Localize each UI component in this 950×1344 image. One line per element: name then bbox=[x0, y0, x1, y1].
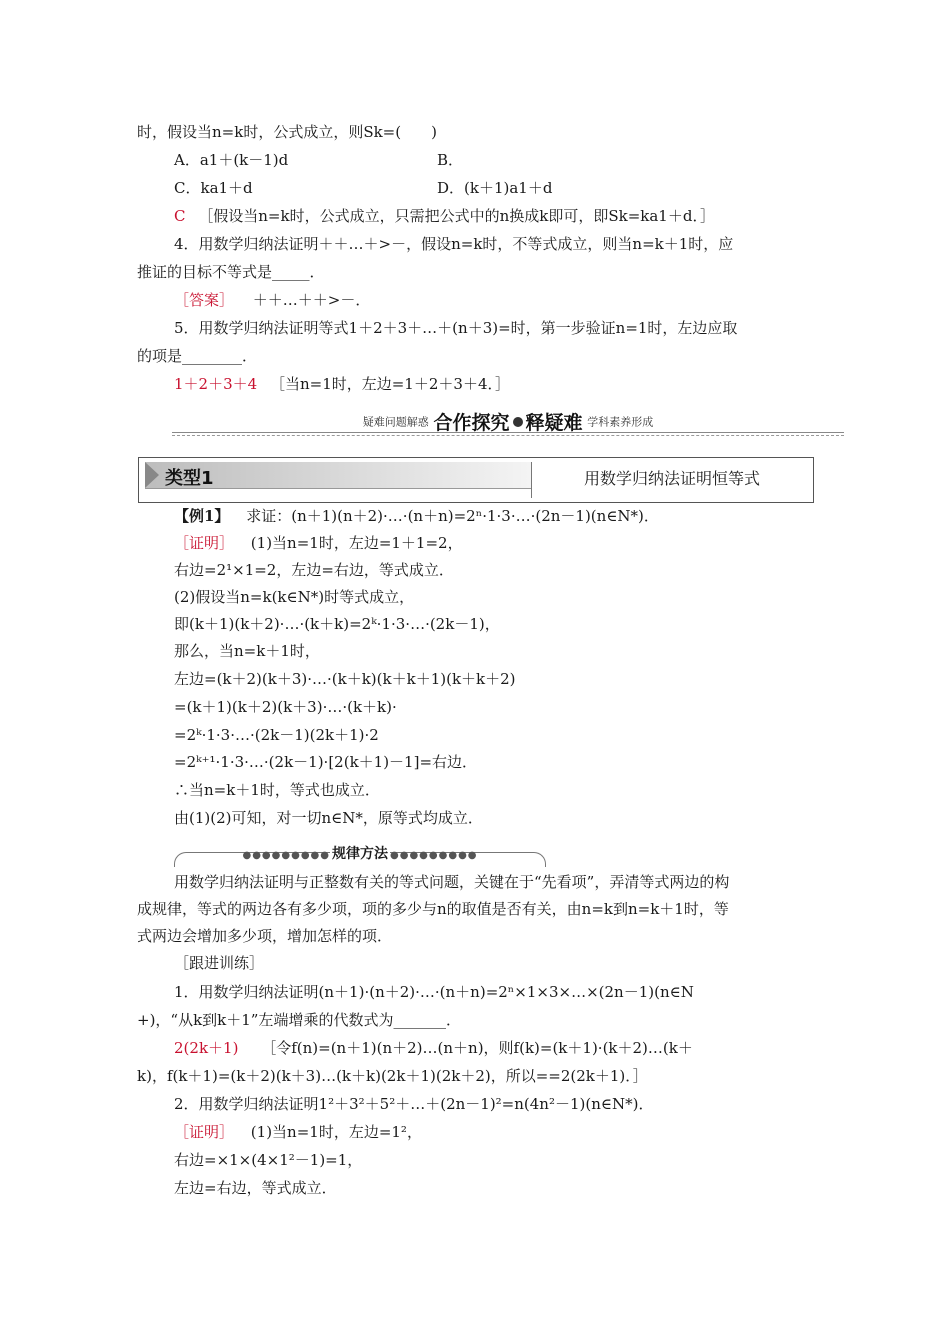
proof-line: (1)当n=1时，左边=1＋1=2， bbox=[250, 534, 463, 552]
answer-3 bbox=[174, 206, 715, 226]
proof-line: =(k＋1)(k＋2)(k＋3)·…·(k＋k)· bbox=[174, 698, 397, 716]
proof-line: 右边=×1×(4×1²－1)=1， bbox=[174, 1151, 363, 1169]
type-label bbox=[145, 462, 531, 489]
practice-heading: ［跟进训练］ bbox=[174, 954, 265, 972]
example-heading: 【例1】 bbox=[174, 507, 230, 525]
proof-line: 左边=(k＋2)(k＋3)·…·(k＋k)(k＋k＋1)(k＋k＋2) bbox=[174, 670, 516, 688]
proof-line: (1)当n=1时，左边=1²， bbox=[250, 1123, 422, 1141]
answer-key: ［答案］ bbox=[174, 291, 235, 309]
type-label-text: 类型1 bbox=[165, 468, 214, 489]
option-d: D．(k＋1)a1＋d bbox=[437, 179, 553, 197]
question-5-line1: 5．用数学归纳法证明等式1＋2＋3＋…＋(n＋3)=时，第一步验证n=1时，左边应取 bbox=[174, 319, 738, 337]
proof-line: ∴当n=k＋1时，等式也成立． bbox=[174, 781, 380, 799]
separator-right-text: 学科素养形成 bbox=[587, 415, 654, 429]
practice-proof-start bbox=[174, 1122, 422, 1142]
type-header-box bbox=[138, 457, 814, 503]
example-statement: 求证：(n＋1)(n＋2)·…·(n＋n)=2ⁿ·1·3·…·(2n－1)(n∈N*)． bbox=[246, 507, 659, 525]
proof-line: 那么，当n=k＋1时， bbox=[174, 642, 320, 660]
rule-label: 规律方法 bbox=[332, 846, 388, 862]
rule-text-line: 成规律，等式的两边各有多少项，项的多少与n的取值是否有关，由n=k到n=k＋1时，等 bbox=[137, 900, 729, 918]
separator-title-1: 合作探究 bbox=[433, 412, 510, 434]
rule-text-line: 用数学归纳法证明与正整数有关的等式问题，关键在于“先看项”，弄清等式两边的构 bbox=[174, 873, 730, 891]
rule-text-line: 式两边会增加多少项，增加怎样的项． bbox=[137, 927, 393, 945]
practice-q1-line1: 1．用数学归纳法证明(n＋1)·(n＋2)·…·(n＋n)=2ⁿ×1×3×…×(2n－1)(n∈N bbox=[174, 983, 694, 1001]
separator-left-text: 疑难问题解惑 bbox=[362, 415, 429, 429]
proof-key: ［证明］ bbox=[174, 1123, 235, 1141]
proof-line: 左边=右边，等式成立． bbox=[174, 1179, 337, 1197]
proof-line: 右边=2¹×1=2，左边=右边，等式成立． bbox=[174, 561, 454, 579]
answer-5 bbox=[174, 374, 510, 394]
proof-key: ［证明］ bbox=[174, 534, 235, 552]
practice-a1-line1 bbox=[174, 1038, 693, 1058]
answer-explanation: ［假设当n=k时，公式成立，只需把公式中的n换成k即可，即Sk=ka1＋d．］ bbox=[198, 207, 715, 225]
question-5-line2: 的项是________． bbox=[137, 347, 258, 365]
section-separator bbox=[172, 408, 844, 438]
proof-line: =2ᵏ⁺¹·1·3·…·(2k－1)·[2(k＋1)－1]=右边． bbox=[174, 753, 478, 771]
answer-explanation: ［当n=1时，左边=1＋2＋3＋4．］ bbox=[269, 375, 510, 393]
proof-line: =2ᵏ·1·3·…·(2k－1)(2k＋1)·2 bbox=[174, 726, 379, 744]
proof-line: 由(1)(2)可知，对一切n∈N*，原等式均成立． bbox=[174, 809, 483, 827]
option-c: C．ka1＋d bbox=[174, 179, 253, 197]
answer-explanation: ［令f(n)=(n＋1)(n＋2)…(n＋n)，则f(k)=(k＋1)·(k＋2)…(k＋ bbox=[261, 1039, 693, 1057]
answer-key: 2(2k＋1) bbox=[174, 1039, 239, 1057]
answer-explanation: ＋＋…＋＋>－． bbox=[252, 291, 371, 309]
answer-4 bbox=[174, 290, 370, 310]
proof-start bbox=[174, 533, 463, 553]
rule-method-header: ●●●●●●●●● 规律方法 ●●●●●●●●● bbox=[174, 846, 546, 864]
type-title: 用数学归纳法证明恒等式 bbox=[583, 469, 760, 488]
example-1 bbox=[174, 506, 659, 526]
question-4-line2: 推证的目标不等式是_____． bbox=[137, 263, 325, 281]
separator-dot-icon bbox=[513, 417, 523, 427]
triangle-icon bbox=[145, 462, 159, 488]
option-a: A．a1＋(k－1)d bbox=[174, 151, 289, 169]
practice-a1-line2: k)，f(k＋1)=(k＋2)(k＋3)…(k＋k)(2k＋1)(2k＋2)，所以==2(2k＋1)．］ bbox=[137, 1067, 648, 1085]
proof-line: (2)假设当n=k(k∈N*)时等式成立， bbox=[174, 588, 415, 606]
question-continuation: 时，假设当n=k时，公式成立，则Sk=( ) bbox=[137, 123, 437, 141]
separator-title-2: 释疑难 bbox=[525, 412, 583, 434]
option-b: B． bbox=[437, 151, 464, 169]
proof-line: 即(k＋1)(k＋2)·…·(k＋k)=2ᵏ·1·3·…·(2k－1)， bbox=[174, 615, 500, 633]
practice-q1-line2: +)，“从k到k＋1”左端增乘的代数式为_______． bbox=[137, 1011, 461, 1029]
answer-key: 1＋2＋3＋4 bbox=[174, 375, 258, 393]
practice-q2: 2．用数学归纳法证明1²＋3²＋5²＋…＋(2n－1)²=n(4n²－1)(n∈N*)． bbox=[174, 1095, 654, 1113]
question-4-line1: 4．用数学归纳法证明＋＋…＋>－，假设n=k时，不等式成立，则当n=k＋1时，应 bbox=[174, 235, 734, 253]
answer-key: C bbox=[174, 207, 186, 225]
